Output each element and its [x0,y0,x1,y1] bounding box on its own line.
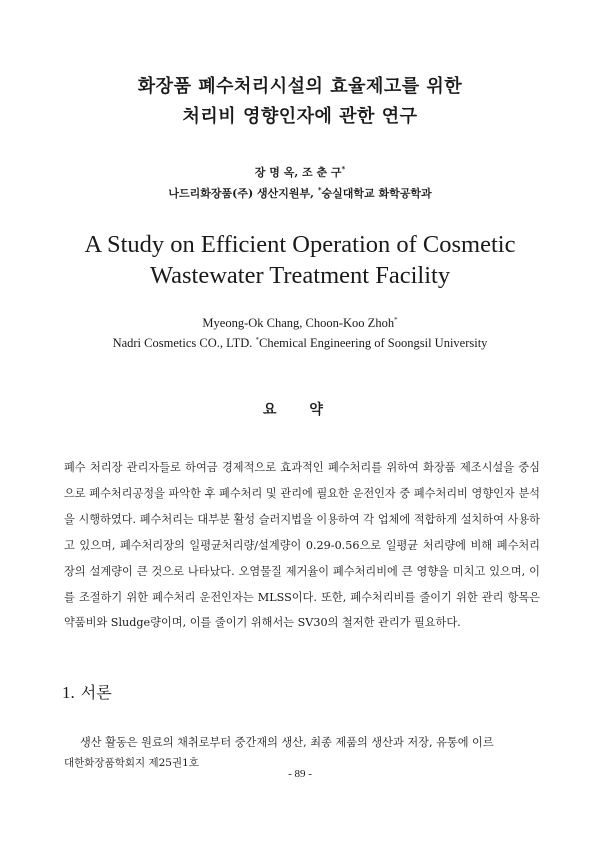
abstract-heading: 요 약 [263,402,337,418]
english-author-names [0,316,600,331]
page-number: - 89 - [288,768,312,780]
english-title-line-1: A Study on Efficient Operation of Cosmetic [84,231,516,258]
english-affiliation-pre: Nadri Cosmetics CO., LTD. [112,336,256,351]
korean-author-names-text: 장 명 옥, 조 춘 구 [254,166,342,179]
korean-title-line-1: 화장품 폐수처리시설의 효율제고를 위한 [137,76,463,97]
korean-title-line-2: 처리비 영향인자에 관한 연구 [182,106,418,127]
english-affiliation-post: Chemical Engineering of Soongsil University [259,336,488,351]
english-title-line-2: Wastewater Treatment Facility [149,262,451,289]
english-author-names-text: Myeong-Ok Chang, Choon-Koo Zhoh [202,316,395,331]
section-heading-introduction [62,680,112,703]
journal-footer: 대한화장품학회지 제25권1호 [64,757,199,769]
english-author-mark: * [394,316,398,324]
abstract-text: 폐수 처리장 관리자들로 하여금 경제적으로 효과적인 폐수처리를 위하여 화장품 제조시설을 중심으로 폐수처리공정을 파악한 후 폐수처리 및 관리에 필요한 운전인자 중 폐수처리비 영향인자 분석을 시행하였다. 폐수처리는 대부분 활성 슬러지법을 이용하여 각 업체에 적합하게 설치하여 사용하고 있으며, 폐수처리장의 일평균처리량/설계량이 0.29-0.56으로 일평균 처리량에 비해 폐수처리장의 설계량이 큰 것으로 나타났다. 오염물질 제거율이 폐수처리비에 큰 영향을 미치고 있으며, 이를 조절하기 위한 폐수처리 운전인자는 MLSS이다. 또한, 폐수처리비를 줄이기 위한 관리 항목은 약품비와 Sludge량이며, 이를 줄이기 위해서는 SV30의 철저한 관리가 필요하다. [64,461,540,630]
korean-author-mark: * [341,164,346,174]
korean-affiliation-post: 숭실대학교 화학공학과 [321,187,432,200]
korean-affiliation [0,185,600,201]
abstract-body [64,455,540,636]
section-number: 1. [62,683,75,702]
korean-affiliation-pre: 나드리화장품(주) 생산지원부, [168,187,318,200]
english-affiliation [0,336,600,351]
introduction-first-line: 생산 활동은 원료의 채취로부터 중간재의 생산, 최종 제품의 생산과 저장, 유통에 이르 [80,736,494,749]
english-affiliation-mark: * [255,336,259,344]
korean-author-names [0,164,600,180]
section-title: 서론 [80,683,112,702]
korean-affiliation-mark: * [317,185,322,195]
